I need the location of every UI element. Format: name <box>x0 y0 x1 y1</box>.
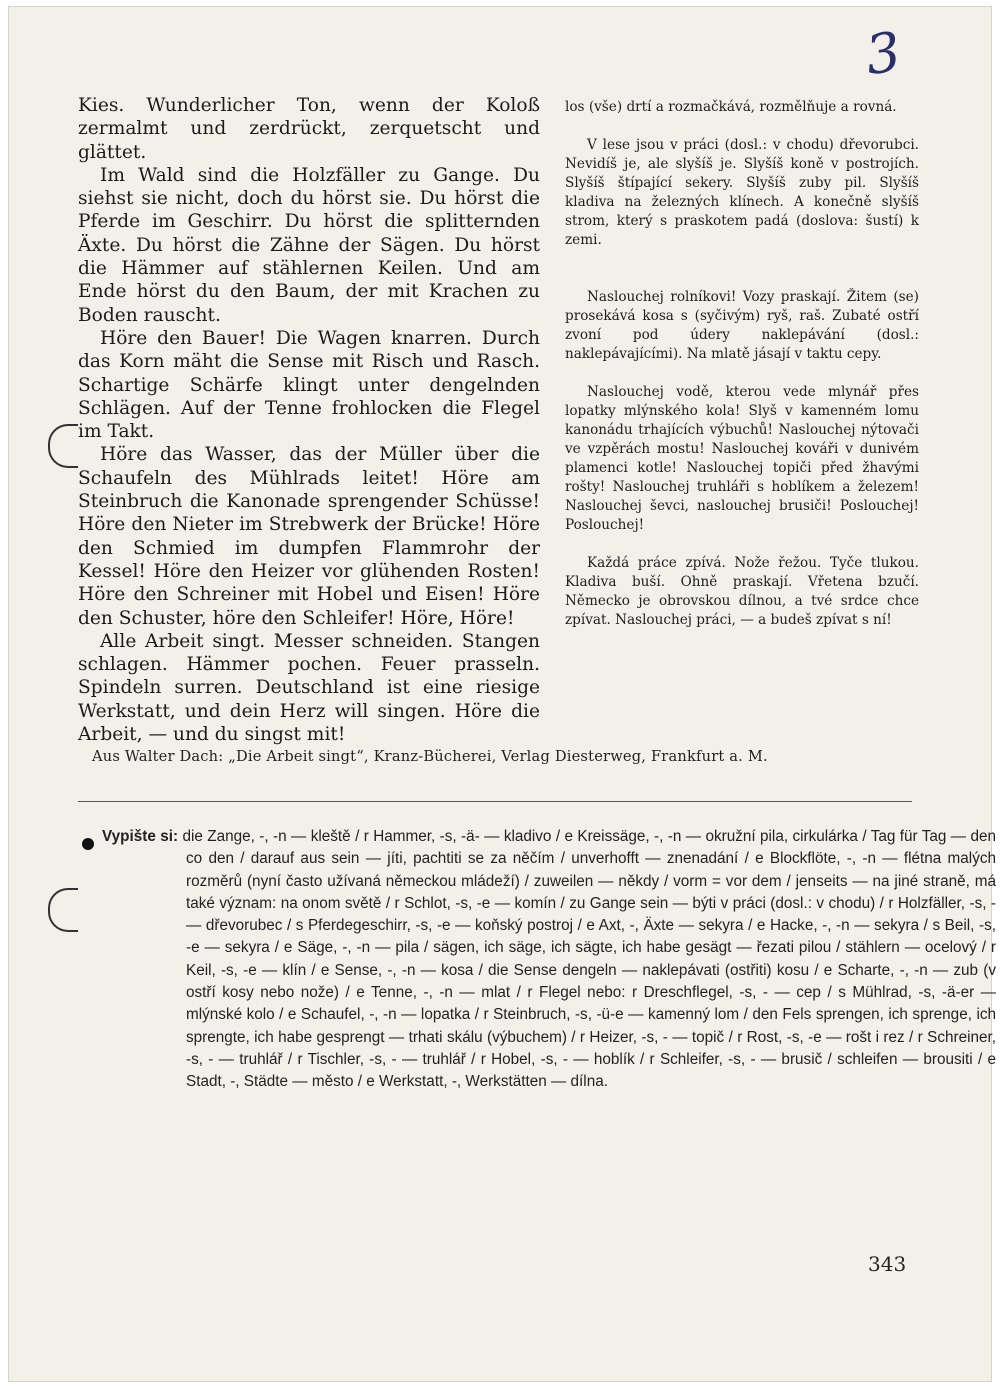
vocabulary-list <box>102 826 996 1094</box>
german-paragraph: Höre den Bauer! Die Wagen knarren. Durch das Korn mäht die Sense mit Risch und Rasch. Schartige Schärfe klingt unter dengelnden Schlägen. Auf der Tenne frohlocken die Flegel im Takt. <box>78 327 540 443</box>
german-text-column <box>78 94 540 746</box>
source-citation: Aus Walter Dach: „Die Arbeit singt“, Kranz-Bücherei, Verlag Diesterweg, Frankfurt a. M. <box>92 748 768 765</box>
vocabulary-heading: Vypište si: <box>102 828 183 845</box>
czech-paragraph: V lese jsou v práci (dosl.: v chodu) dřevorubci. Nevidíš je, ale slyšíš je. Slyšíš koně v postrojích. Slyšíš štípající sekery. Slyšíš zuby pil. Slyšíš kladiva na železných klínech. A konečně slyšíš strom, který s praskotem padá (doslova: šustí) k zemi. <box>565 137 919 248</box>
handwritten-page-mark: 3 <box>861 19 905 88</box>
czech-paragraph: Každá práce zpívá. Nože řežou. Tyče tlukou. Kladiva buší. Ohně praskají. Vřetena bzučí. Německo je obrovskou dílnou, a tvé srdce chce zpívat. Naslouchej práci, — a budeš zpívat s ní! <box>565 555 919 628</box>
czech-paragraph: Naslouchej rolníkovi! Vozy praskají. Žitem (se) prosekává kosa s (syčivým) ryš, raš. Zubaté ostří zvoní pod údery naklepávání (dosl.: naklepávajícími). Na mlatě jásají v taktu cepy. <box>565 289 919 362</box>
czech-paragraph: Naslouchej vodě, kterou vede mlynář přes lopatky mlýnského kola! Slyš v kamenném lomu kanonádu trhajících výbuchů! Naslouchej nýtovači ve vzpěrách mostu! Naslouchej kováři v dunivém plamenci kotle! Naslouchej topiči před žhavými rošty! Naslouchej truhláři s hoblíkem a železem! Naslouchej ševci, naslouchej brusiči! Poslouchej! Poslouchej! <box>565 384 919 533</box>
german-paragraph: Kies. Wunderlicher Ton, wenn der Koloß zermalmt und zerdrückt, zerquetscht und glättet. <box>78 95 540 163</box>
german-paragraph: Höre das Wasser, das der Müller über die Schaufeln des Mühlrads leitet! Höre am Steinbruch die Kanonade sprengender Schüsse! Höre den Nieter im Strebwerk der Brücke! Höre den Schmied im dumpfen Flammrohr der Kessel! Höre den Heizer vor glühenden Rosten! Höre den Schreiner mit Hobel und Eisen! Höre den Schuster, höre den Schleifer! Höre, Höre! <box>78 444 540 629</box>
czech-paragraph: los (vše) drtí a rozmačkává, rozmělňuje a rovná. <box>565 99 897 115</box>
bullet-icon <box>82 838 94 850</box>
section-divider <box>78 801 912 802</box>
binder-hole-mark <box>48 424 78 468</box>
binder-hole-mark <box>48 888 78 932</box>
vocabulary-entries: die Zange, -, -n — kleště / r Hammer, -s, -ä- — kladivo / e Kreissäge, -, -n — okružní pila, cirkulárka / Tag für Tag — den co den / darauf aus sein — jíti, pachtiti se za něčím / unverhofft — znenadání / e Blockflöte, -, -n — flétna malých rozměrů (nyní často užívaná německou mládeží) / zuweilen — někdy / vorm = vor dem / jenseits — na jiné straně, má také význam: na onom světě / r Schlot, -s, -e — komín / zu Gange sein — býti v práci (dosl.: v chodu) / r Holzfäller, -s, - — dřevorubec / s Pferdegeschirr, -s, -e — koňský postroj / e Axt, -, Äxte — sekyra / e Hacke, -, -n — sekyra / s Beil, -s, -e — sekyra / e Säge, -, -n — pila / sägen, ich säge, ich sägte, ich habe gesägt — řezati pilou / stählern — ocelový / r Keil, -s, -e — klín / e Sense, -, -n — kosa / die Sense dengeln — naklepávati (ostřiti) kosu / e Scharte, -, -n — zub (v ostří kosy nebo nože) / e Tenne, -, -n — mlat / r Flegel nebo: r Dreschflegel, -s, - — cep / s Mühlrad, -s, -ä-er — mlýnské kolo / e Schaufel, -, -n — lopatka / r Steinbruch, -s, -ü-e — kamenný lom / den Fels sprengen, ich sprenge, ich sprengte, ich habe gesprengt — trhati skálu (výbuchem) / r Heizer, -s, - — topič / r Rost, -s, -e — rošt i rez / r Schreiner, -s, - — truhlář / r Tischler, -s, - — truhlář / r Hobel, -s, - — hoblík / r Schleifer, -s, - — brusič / schleifen — brousiti / e Stadt, -, Städte — město / e Werkstatt, -, Werkstätten — dílna. <box>182 828 996 1091</box>
page-number: 343 <box>868 1252 907 1276</box>
czech-translation-column <box>565 98 919 630</box>
german-paragraph: Alle Arbeit singt. Messer schneiden. Stangen schlagen. Hämmer pochen. Feuer prasseln. Spindeln surren. Deutschland ist eine riesige Werkstatt, und dein Herz will singen. Höre die Arbeit, — und du singst mit! <box>78 630 540 746</box>
german-paragraph: Im Wald sind die Holzfäller zu Gange. Du siehst sie nicht, doch du hörst sie. Du hörst die Pferde im Geschirr. Du hörst die splitternden Äxte. Du hörst die Zähne der Sägen. Du hörst die Hämmer auf stählernen Keilen. Und am Ende hörst du den Baum, der mit Krachen zu Boden rauscht. <box>78 164 540 326</box>
